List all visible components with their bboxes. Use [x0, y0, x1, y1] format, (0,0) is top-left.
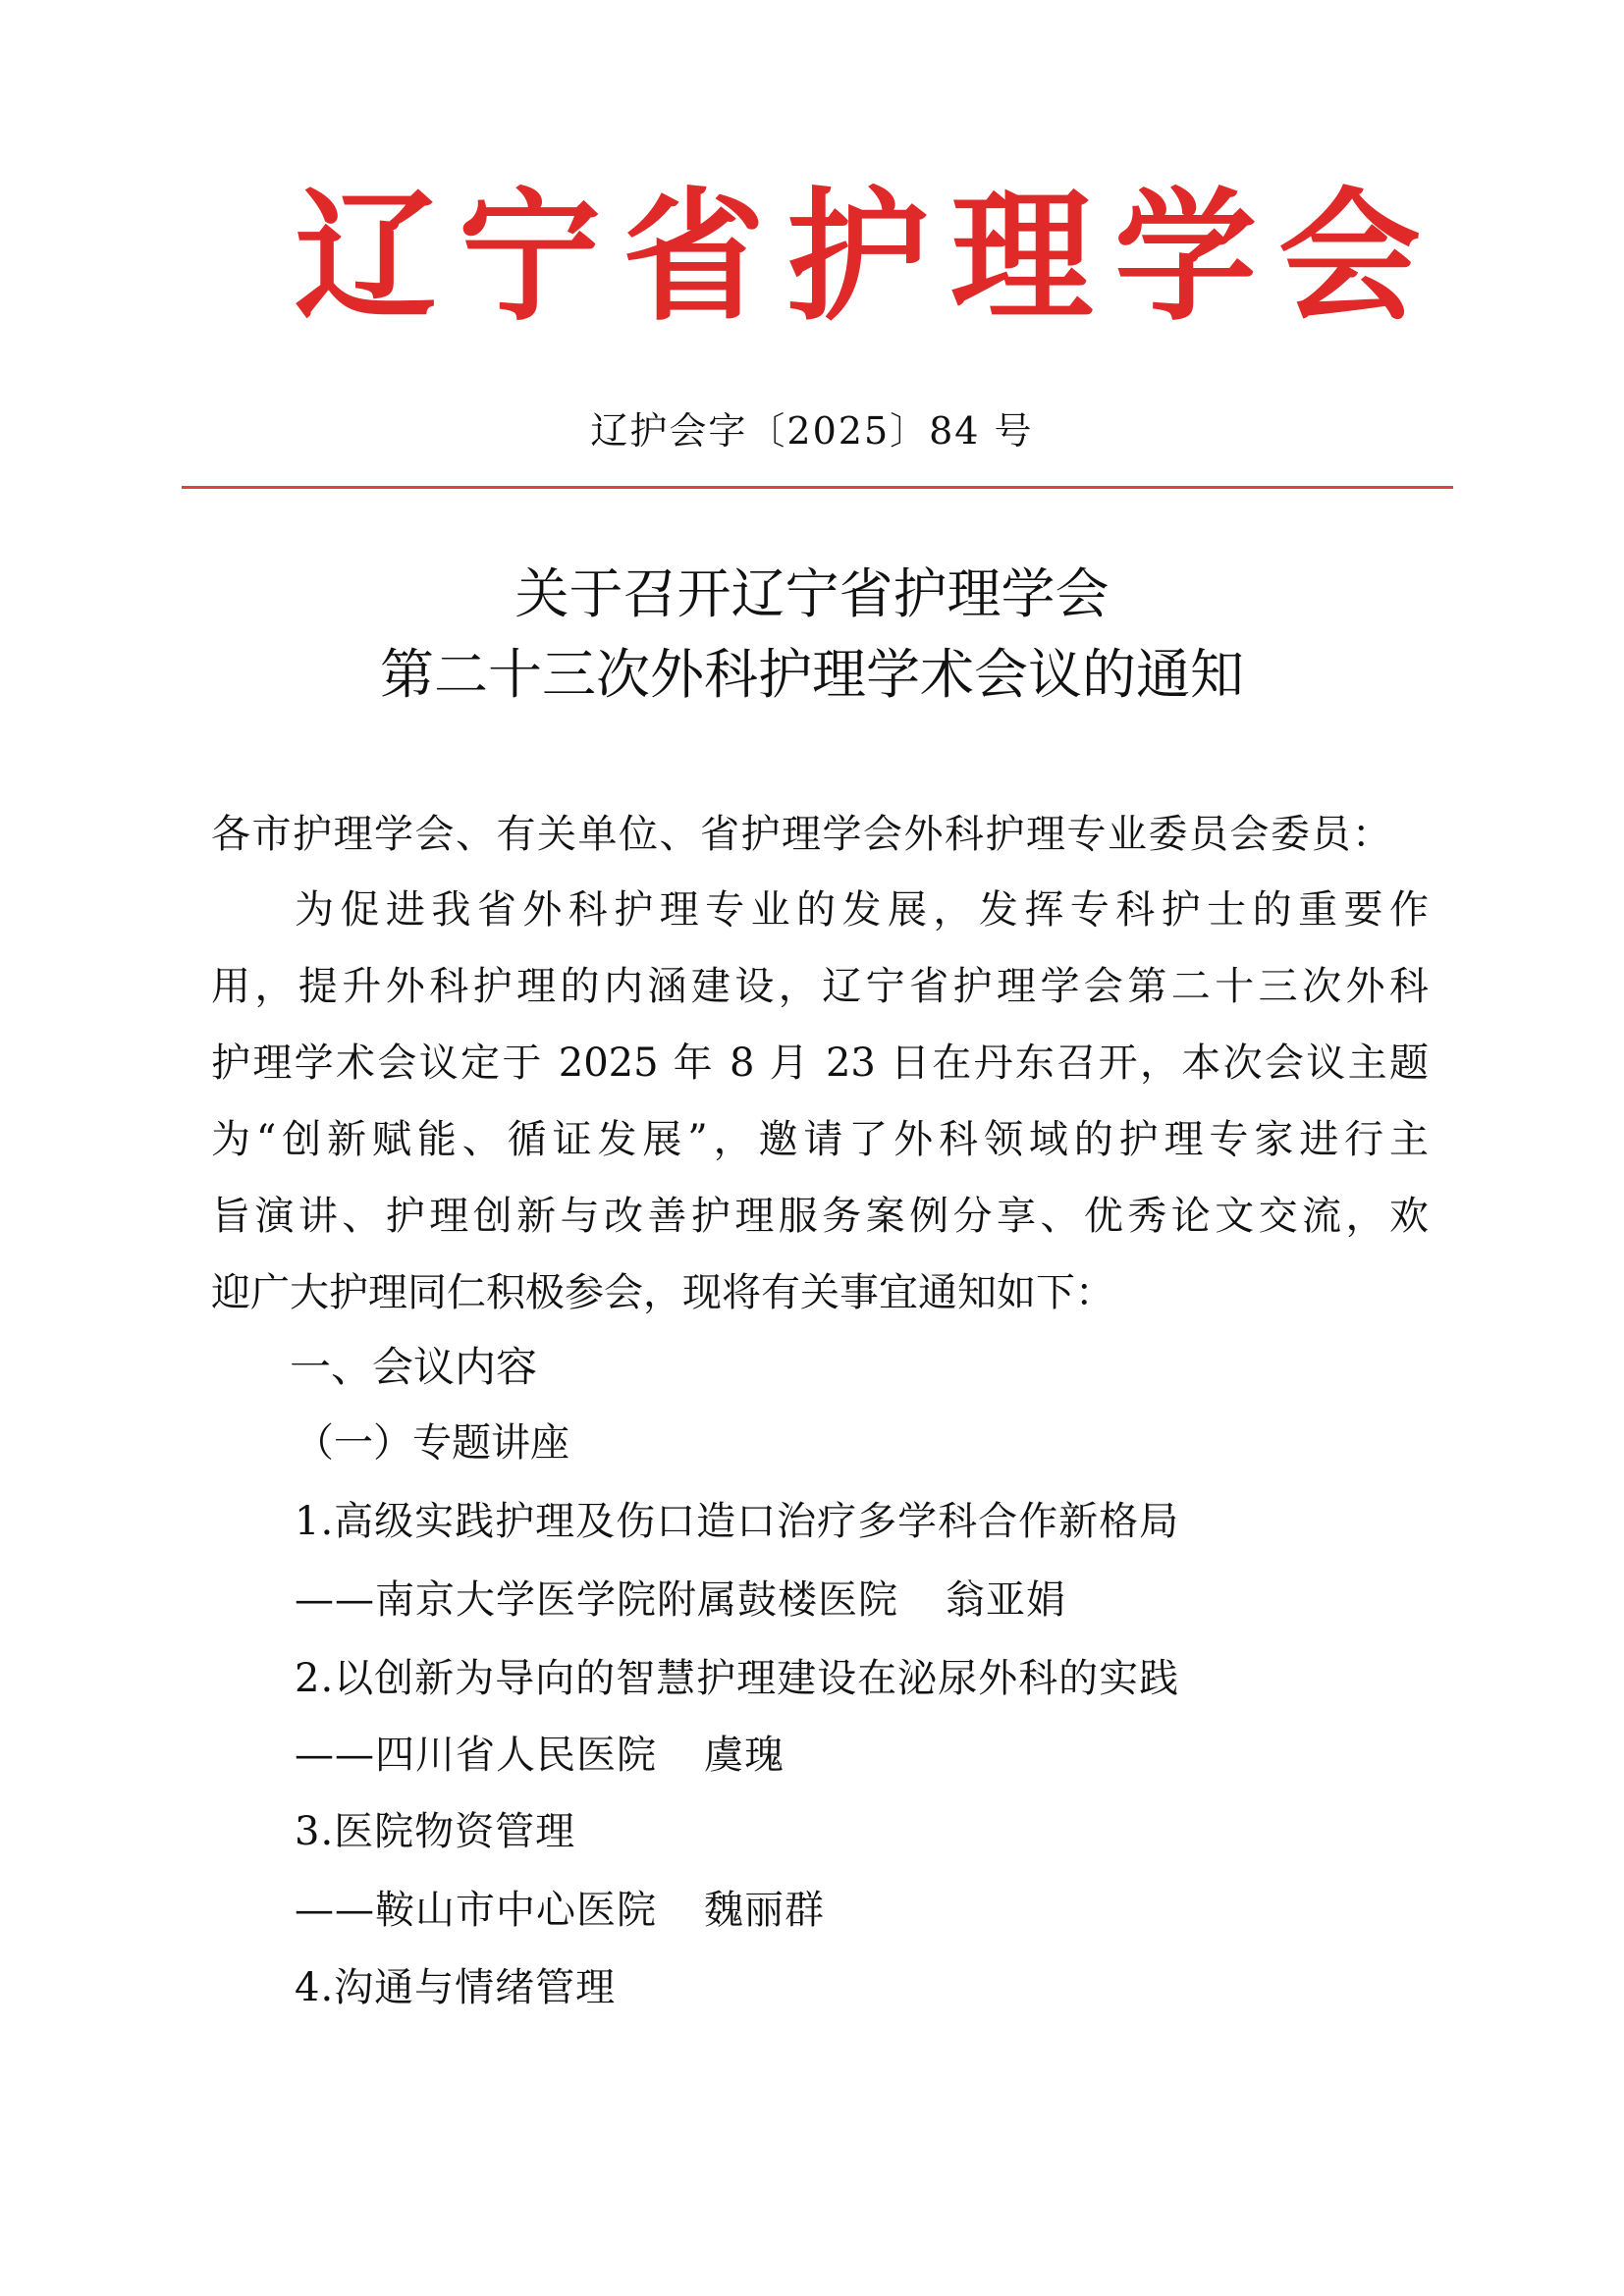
- intro-line-6: 迎广大护理同仁积极参会，现将有关事宜通知如下：: [211, 1270, 1114, 1315]
- notice-title-line-2: 第二十三次外科护理学术会议的通知: [379, 643, 1244, 706]
- letterhead-divider: [182, 486, 1453, 489]
- lecture-speaker-line-3: [295, 1888, 825, 1933]
- lecture-title-3: 3.医院物资管理: [295, 1809, 576, 1854]
- lecture-title-1: 1.高级实践护理及伤口造口治疗多学科合作新格局: [295, 1499, 1180, 1544]
- lecture-title-2: 2.以创新为导向的智慧护理建设在泌尿外科的实践: [295, 1656, 1180, 1701]
- lecture-speaker-2: 虞瑰: [704, 1733, 785, 1778]
- intro-line-2: 用，提升外科护理的内涵建设，辽宁省护理学会第二十三次外科: [211, 964, 1429, 1009]
- salutation: 各市护理学会、有关单位、省护理学会外科护理专业委员会委员：: [211, 812, 1393, 857]
- notice-title-line-1: 关于召开辽宁省护理学会: [514, 562, 1110, 625]
- lecture-speaker-1: 翁亚娟: [946, 1577, 1066, 1623]
- lecture-speaker-3: 魏丽群: [704, 1888, 825, 1933]
- intro-line-1: 为促进我省外科护理专业的发展，发挥专科护士的重要作: [295, 887, 1429, 933]
- lecture-title-4: 4.沟通与情绪管理: [295, 1965, 617, 2010]
- section-heading-meeting-content: 一、会议内容: [290, 1343, 538, 1391]
- intro-line-4: 为“创新赋能、循证发展”，邀请了外科领域的护理专家进行主: [211, 1117, 1429, 1162]
- intro-line-5: 旨演讲、护理创新与改善护理服务案例分享、优秀论文交流，欢: [211, 1194, 1429, 1239]
- intro-line-3: 护理学术会议定于 2025 年 8 月 23 日在丹东召开，本次会议主题: [211, 1041, 1429, 1086]
- document-number: 辽护会字〔2025〕84 号: [590, 409, 1034, 453]
- letterhead-org-name: 辽宁省护理学会: [295, 174, 1442, 341]
- lecture-hospital-1: ——南京大学医学院附属鼓楼医院: [295, 1577, 898, 1623]
- lecture-speaker-line-1: [295, 1577, 1066, 1623]
- lecture-hospital-2: ——四川省人民医院: [295, 1733, 657, 1778]
- lecture-hospital-3: ——鞍山市中心医院: [295, 1888, 657, 1933]
- subsection-heading-lectures: （一）专题讲座: [295, 1420, 569, 1466]
- lecture-speaker-line-2: [295, 1733, 785, 1778]
